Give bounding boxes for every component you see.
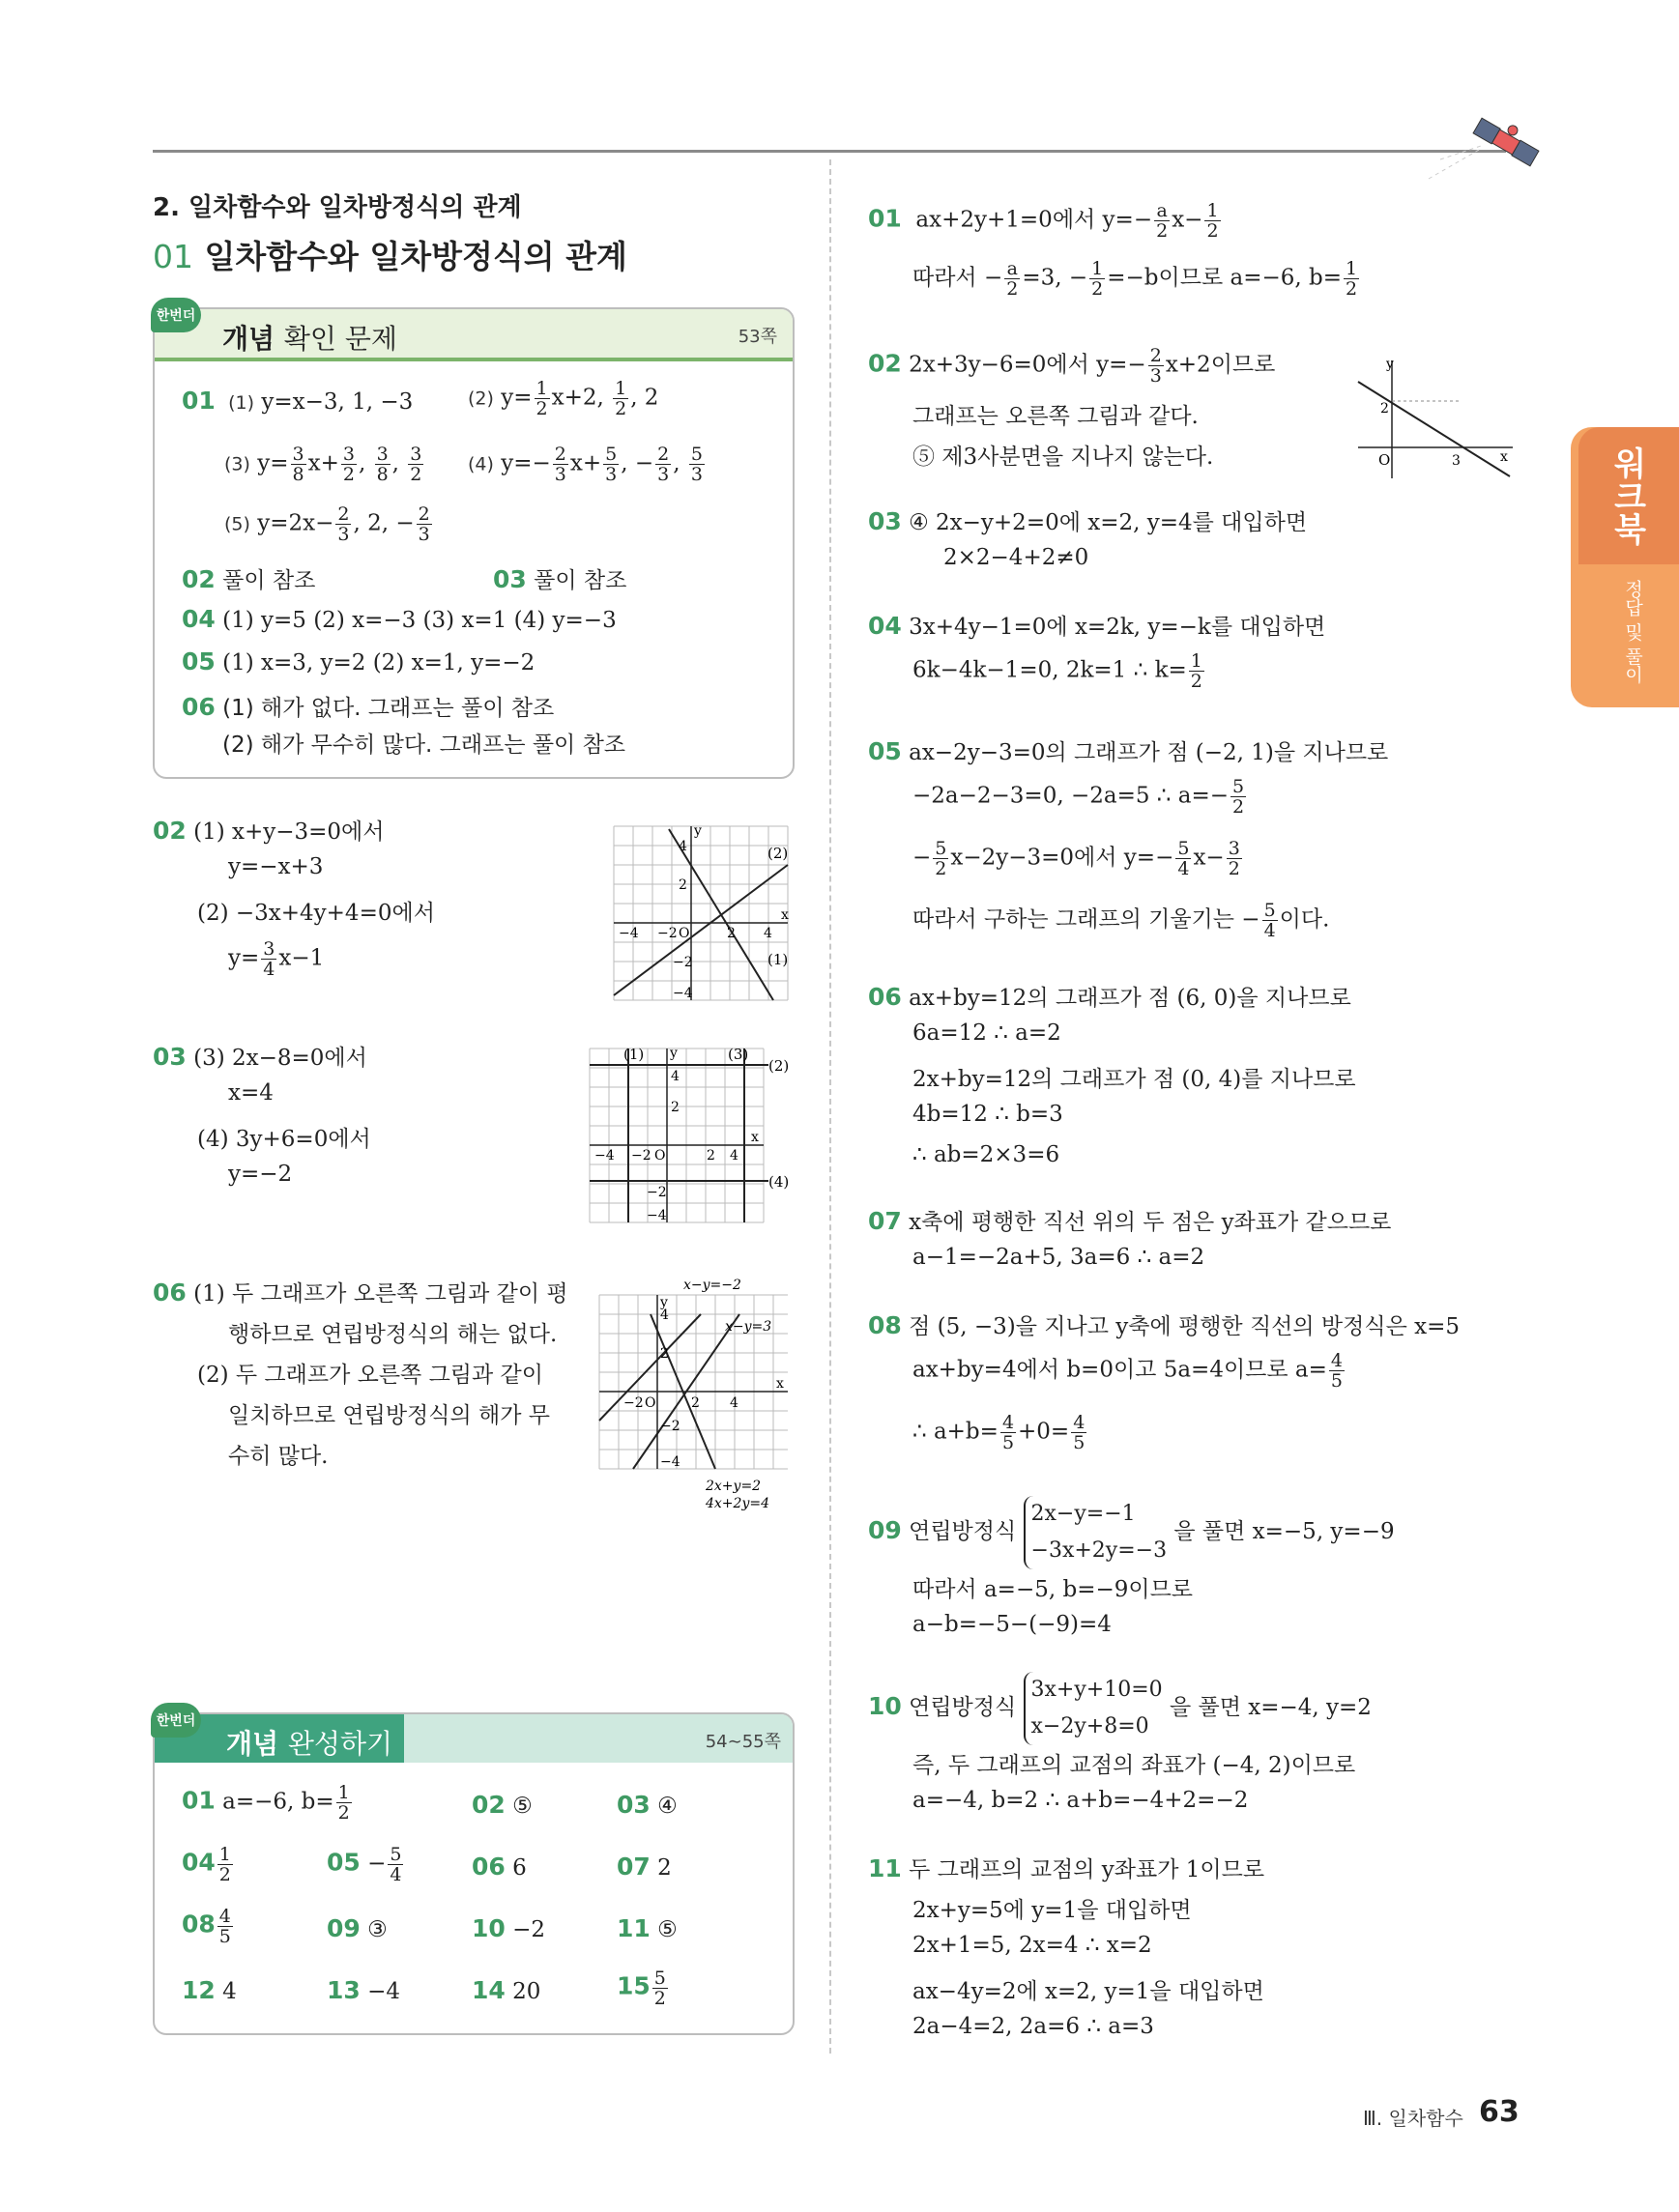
- sol06-l1: 06 (1) 두 그래프가 오른쪽 그림과 같이 평: [153, 1278, 568, 1307]
- page-ref: 54∼55쪽: [705, 1732, 781, 1752]
- tick: −2: [657, 926, 678, 941]
- r11-l2: 2x+y=5에 y=1을 대입하면: [912, 1898, 1192, 1923]
- section-heading: 2. 일차함수와 일차방정식의 관계: [153, 193, 522, 222]
- tick: 4: [730, 1148, 738, 1163]
- tick: −2: [623, 1395, 644, 1411]
- tick: 2: [727, 926, 736, 941]
- x-label: x: [776, 1376, 784, 1392]
- q02-row: 02 풀이 참조: [182, 565, 316, 593]
- r11-l3: 2x+1=5, 2x=4 ∴ x=2: [912, 1933, 1152, 1958]
- y-label: y: [1386, 357, 1394, 372]
- tick: 4: [660, 1307, 669, 1323]
- tick: 2: [671, 1100, 680, 1115]
- q01-row1: 01 (1) y=x−3, 1, −3: [182, 387, 414, 415]
- tick: 4: [679, 839, 687, 854]
- title-text: 일차함수와 일차방정식의 관계: [204, 238, 627, 275]
- tick: −2: [660, 1419, 680, 1434]
- grid: [614, 826, 788, 1000]
- tick: −4: [673, 986, 693, 1001]
- r11-l1: 11 두 그래프의 교점의 y좌표가 1이므로: [868, 1854, 1265, 1882]
- r09-l3: a−b=−5−(−9)=4: [912, 1612, 1112, 1637]
- r03-l2: 2×2−4+2≠0: [943, 545, 1089, 570]
- tick: 2: [679, 877, 687, 893]
- answer-15: 15 $\frac{5}{2}$: [617, 1968, 666, 2009]
- answer-14: 14 20: [472, 1976, 541, 2004]
- answer-05: 05 − $\frac{5}{4}$: [327, 1844, 402, 1885]
- answer-11: 11 ⑤: [617, 1914, 678, 1942]
- tick: O: [645, 1395, 656, 1411]
- footer-chapter: Ⅲ. 일차함수: [1363, 2107, 1463, 2130]
- q01-row2: (3) y= $\frac{3}{8}$ x+ $\frac{3}{2}$ , $\frac{3}{8}$ , $\frac{3}{2}$: [224, 444, 422, 485]
- graph-label: (1): [767, 951, 789, 968]
- page-ref: 53쪽: [738, 327, 777, 347]
- sol02-l1: 02 (1) x+y−3=0에서: [153, 817, 385, 845]
- r05-l2: −2a−2−3=0, −2a=5 ∴ a=− $\frac{5}{2}$: [912, 776, 1245, 818]
- eq-label: x−y=3: [725, 1319, 772, 1335]
- q04-row: 04 (1) y=5 (2) x=−3 (3) x=1 (4) y=−3: [182, 605, 617, 633]
- graph-label: (2): [768, 1057, 790, 1075]
- q06-row2: (2) 해가 무수히 많다. 그래프는 풀이 참조: [222, 733, 626, 758]
- eq-label: x−y=−2: [683, 1278, 741, 1293]
- r08-l2: ax+by=4에서 b=0이고 5a=4이므로 a= $\frac{4}{5}$: [912, 1350, 1343, 1392]
- q06-row: 06 (1) 해가 없다. 그래프는 풀이 참조: [182, 693, 555, 721]
- tick: −4: [647, 1208, 667, 1223]
- tick: 4: [730, 1395, 738, 1411]
- r09-l2: 따라서 a=−5, b=−9이므로: [912, 1577, 1194, 1602]
- r11-l4: ax−4y=2에 x=2, y=1을 대입하면: [912, 1979, 1264, 2004]
- page-number: 63: [1479, 2095, 1520, 2129]
- tick: 2: [1380, 401, 1389, 417]
- column-divider: [829, 159, 831, 2054]
- box-title: 개념 확인 문제: [222, 323, 397, 355]
- tick: 3: [1452, 453, 1461, 469]
- sol02-l2: y=−x+3: [228, 854, 324, 879]
- y-label: y: [694, 823, 702, 839]
- graph-r02: [1353, 353, 1518, 483]
- q01-row3: (5) y=2x− $\frac{2}{3}$ , 2, − $\frac{2}{3}$: [224, 503, 430, 545]
- top-rule: [153, 150, 1506, 153]
- sol02-l4: y= $\frac{3}{4}$ x−1: [228, 938, 325, 980]
- tick: 2: [660, 1346, 669, 1362]
- r06-l1: 06 ax+by=12의 그래프가 점 (6, 0)을 지나므로: [868, 983, 1351, 1011]
- graph-label: (2): [767, 845, 789, 862]
- answer-10: 10 −2: [472, 1914, 546, 1942]
- sol06-l3: (2) 두 그래프가 오른쪽 그림과 같이: [197, 1363, 543, 1388]
- r11-l5: 2a−4=2, 2a=6 ∴ a=3: [912, 2014, 1154, 2039]
- title-number: 01: [153, 238, 193, 275]
- side-tab-main: 워크북: [1607, 446, 1646, 545]
- r06-l2: 6a=12 ∴ a=2: [912, 1020, 1061, 1046]
- r02-l3: ⑤ 제3사분면을 지나지 않는다.: [912, 445, 1214, 470]
- r01-l1: 01 ax+2y+1=0에서 y=− $\frac{a}{2}$ x− $\frac{1}{2}$: [868, 200, 1219, 242]
- badge: 한번더: [151, 1703, 201, 1738]
- r07-l2: a−1=−2a+5, 3a=6 ∴ a=2: [912, 1245, 1205, 1270]
- box-title: 개념 완성하기: [226, 1728, 393, 1760]
- y-label: y: [670, 1046, 678, 1061]
- r04-l2: 6k−4k−1=0, 2k=1 ∴ k= $\frac{1}{2}$: [912, 650, 1202, 692]
- box-header: [155, 1714, 793, 1763]
- side-tab-sub: 정답 및 풀이: [1622, 580, 1643, 684]
- satellite-icon: [1421, 111, 1547, 188]
- sol06-l4: 일치하므로 연립방정식의 해가 무: [228, 1403, 550, 1428]
- r08-l1: 08 점 (5, −3)을 지나고 y축에 평행한 직선의 방정식은 x=5: [868, 1311, 1460, 1339]
- answer-13: 13 −4: [327, 1976, 401, 2004]
- sol06-l5: 수히 많다.: [228, 1444, 329, 1469]
- r08-l3: ∴ a+b= $\frac{4}{5}$ +0= $\frac{4}{5}$: [912, 1412, 1086, 1453]
- r10-l3: a=−4, b=2 ∴ a+b=−4+2=−2: [912, 1788, 1249, 1813]
- tick: O: [654, 1148, 666, 1163]
- sol03-l1: 03 (3) 2x−8=0에서: [153, 1043, 367, 1071]
- r09-l1: 09 연립방정식 2x−y=−1 −3x+2y=−3 을 풀면 x=−5, y=−9: [868, 1496, 1395, 1569]
- tick: O: [679, 926, 690, 941]
- answer-03: 03 ④: [617, 1791, 678, 1819]
- sol03-l4: y=−2: [228, 1162, 293, 1187]
- answer-01: 01 a=−6, b= $\frac{1}{2}$: [182, 1782, 350, 1824]
- r10-l1: 10 연립방정식 3x+y+10=0 x−2y+8=0 을 풀면 x=−4, y=2: [868, 1672, 1372, 1745]
- tick: −4: [660, 1454, 680, 1470]
- r06-l4: 4b=12 ∴ b=3: [912, 1102, 1063, 1127]
- graph-q02: [609, 821, 793, 1005]
- graph-label: (4): [768, 1173, 790, 1191]
- q01-row1b: (2) y= $\frac{1}{2}$ x+2, $\frac{1}{2}$ , 2: [468, 378, 659, 419]
- q03-row: 03 풀이 참조: [493, 565, 627, 593]
- box-header: [155, 309, 793, 361]
- tick: −4: [619, 926, 639, 941]
- answer-09: 09 ③: [327, 1914, 388, 1942]
- q05-row: 05 (1) x=3, y=2 (2) x=1, y=−2: [182, 647, 536, 675]
- equation-system: 3x+y+10=0 x−2y+8=0: [1024, 1672, 1163, 1745]
- tick: −2: [647, 1185, 667, 1200]
- sol02-l3: (2) −3x+4y+4=0에서: [197, 901, 435, 926]
- tick: 2: [691, 1395, 700, 1411]
- r05-l4: 따라서 구하는 그래프의 기울기는 − $\frac{5}{4}$ 이다.: [912, 900, 1330, 941]
- eq-label: 4x+2y=4: [706, 1496, 769, 1511]
- tick: −2: [673, 955, 693, 970]
- answer-08: 08 $\frac{4}{5}$: [182, 1906, 231, 1947]
- answer-04: 04 $\frac{1}{2}$: [182, 1844, 231, 1885]
- answer-07: 07 2: [617, 1853, 672, 1881]
- eq-label: 2x+y=2: [706, 1479, 762, 1494]
- tick: O: [1378, 451, 1391, 469]
- sol03-l2: x=4: [228, 1080, 274, 1106]
- tick: −4: [594, 1148, 615, 1163]
- sol03-l3: (4) 3y+6=0에서: [197, 1127, 371, 1152]
- r02-l2: 그래프는 오른쪽 그림과 같다.: [912, 404, 1199, 429]
- tick: 4: [764, 926, 772, 941]
- x-label: x: [751, 1130, 759, 1145]
- x-label: x: [1500, 449, 1508, 465]
- sol06-l2: 행하므로 연립방정식의 해는 없다.: [228, 1322, 558, 1347]
- r07-l1: 07 x축에 평행한 직선 위의 두 점은 y좌표가 같으므로: [868, 1207, 1392, 1235]
- r10-l2: 즉, 두 그래프의 교점의 좌표가 (−4, 2)이므로: [912, 1753, 1356, 1778]
- r06-l3: 2x+by=12의 그래프가 점 (0, 4)를 지나므로: [912, 1067, 1356, 1092]
- answer-12: 12 4: [182, 1976, 237, 2004]
- r06-l5: ∴ ab=2×3=6: [912, 1142, 1060, 1167]
- graph-label: (3): [728, 1046, 749, 1063]
- answer-02: 02 ⑤: [472, 1791, 533, 1819]
- graph-q06: [594, 1276, 797, 1517]
- r02-l1: 02 2x+3y−6=0에서 y=− $\frac{2}{3}$ x+2이므로: [868, 345, 1276, 387]
- badge: 한번더: [151, 298, 201, 332]
- graph-q03: [585, 1044, 797, 1232]
- r03-l1: 03 ④ 2x−y+2=0에 x=2, y=4를 대입하면: [868, 507, 1308, 535]
- answer-06: 06 6: [472, 1853, 527, 1881]
- r05-l1: 05 ax−2y−3=0의 그래프가 점 (−2, 1)을 지나므로: [868, 737, 1389, 765]
- r01-l2: 따라서 − $\frac{a}{2}$ =3, − $\frac{1}{2}$ =−b이므로 a=−6, b= $\frac{1}{2}$: [912, 258, 1358, 300]
- r05-l3: − $\frac{5}{2}$ x−2y−3=0에서 y=− $\frac{5}{4}$ x− $\frac{3}{2}$: [912, 838, 1240, 879]
- page-title: [153, 232, 627, 277]
- y-label: y: [660, 1295, 668, 1310]
- tick: 4: [671, 1069, 680, 1084]
- tick: 2: [707, 1148, 715, 1163]
- x-label: x: [781, 907, 789, 923]
- q01-row2b: (4) y=− $\frac{2}{3}$ x+ $\frac{5}{3}$ , − $\frac{2}{3}$ , $\frac{5}{3}$: [468, 444, 703, 485]
- r04-l1: 04 3x+4y−1=0에 x=2k, y=−k를 대입하면: [868, 612, 1326, 640]
- tick: −2: [631, 1148, 651, 1163]
- graph-label: (1): [623, 1046, 645, 1063]
- equation-system: 2x−y=−1 −3x+2y=−3: [1024, 1496, 1168, 1569]
